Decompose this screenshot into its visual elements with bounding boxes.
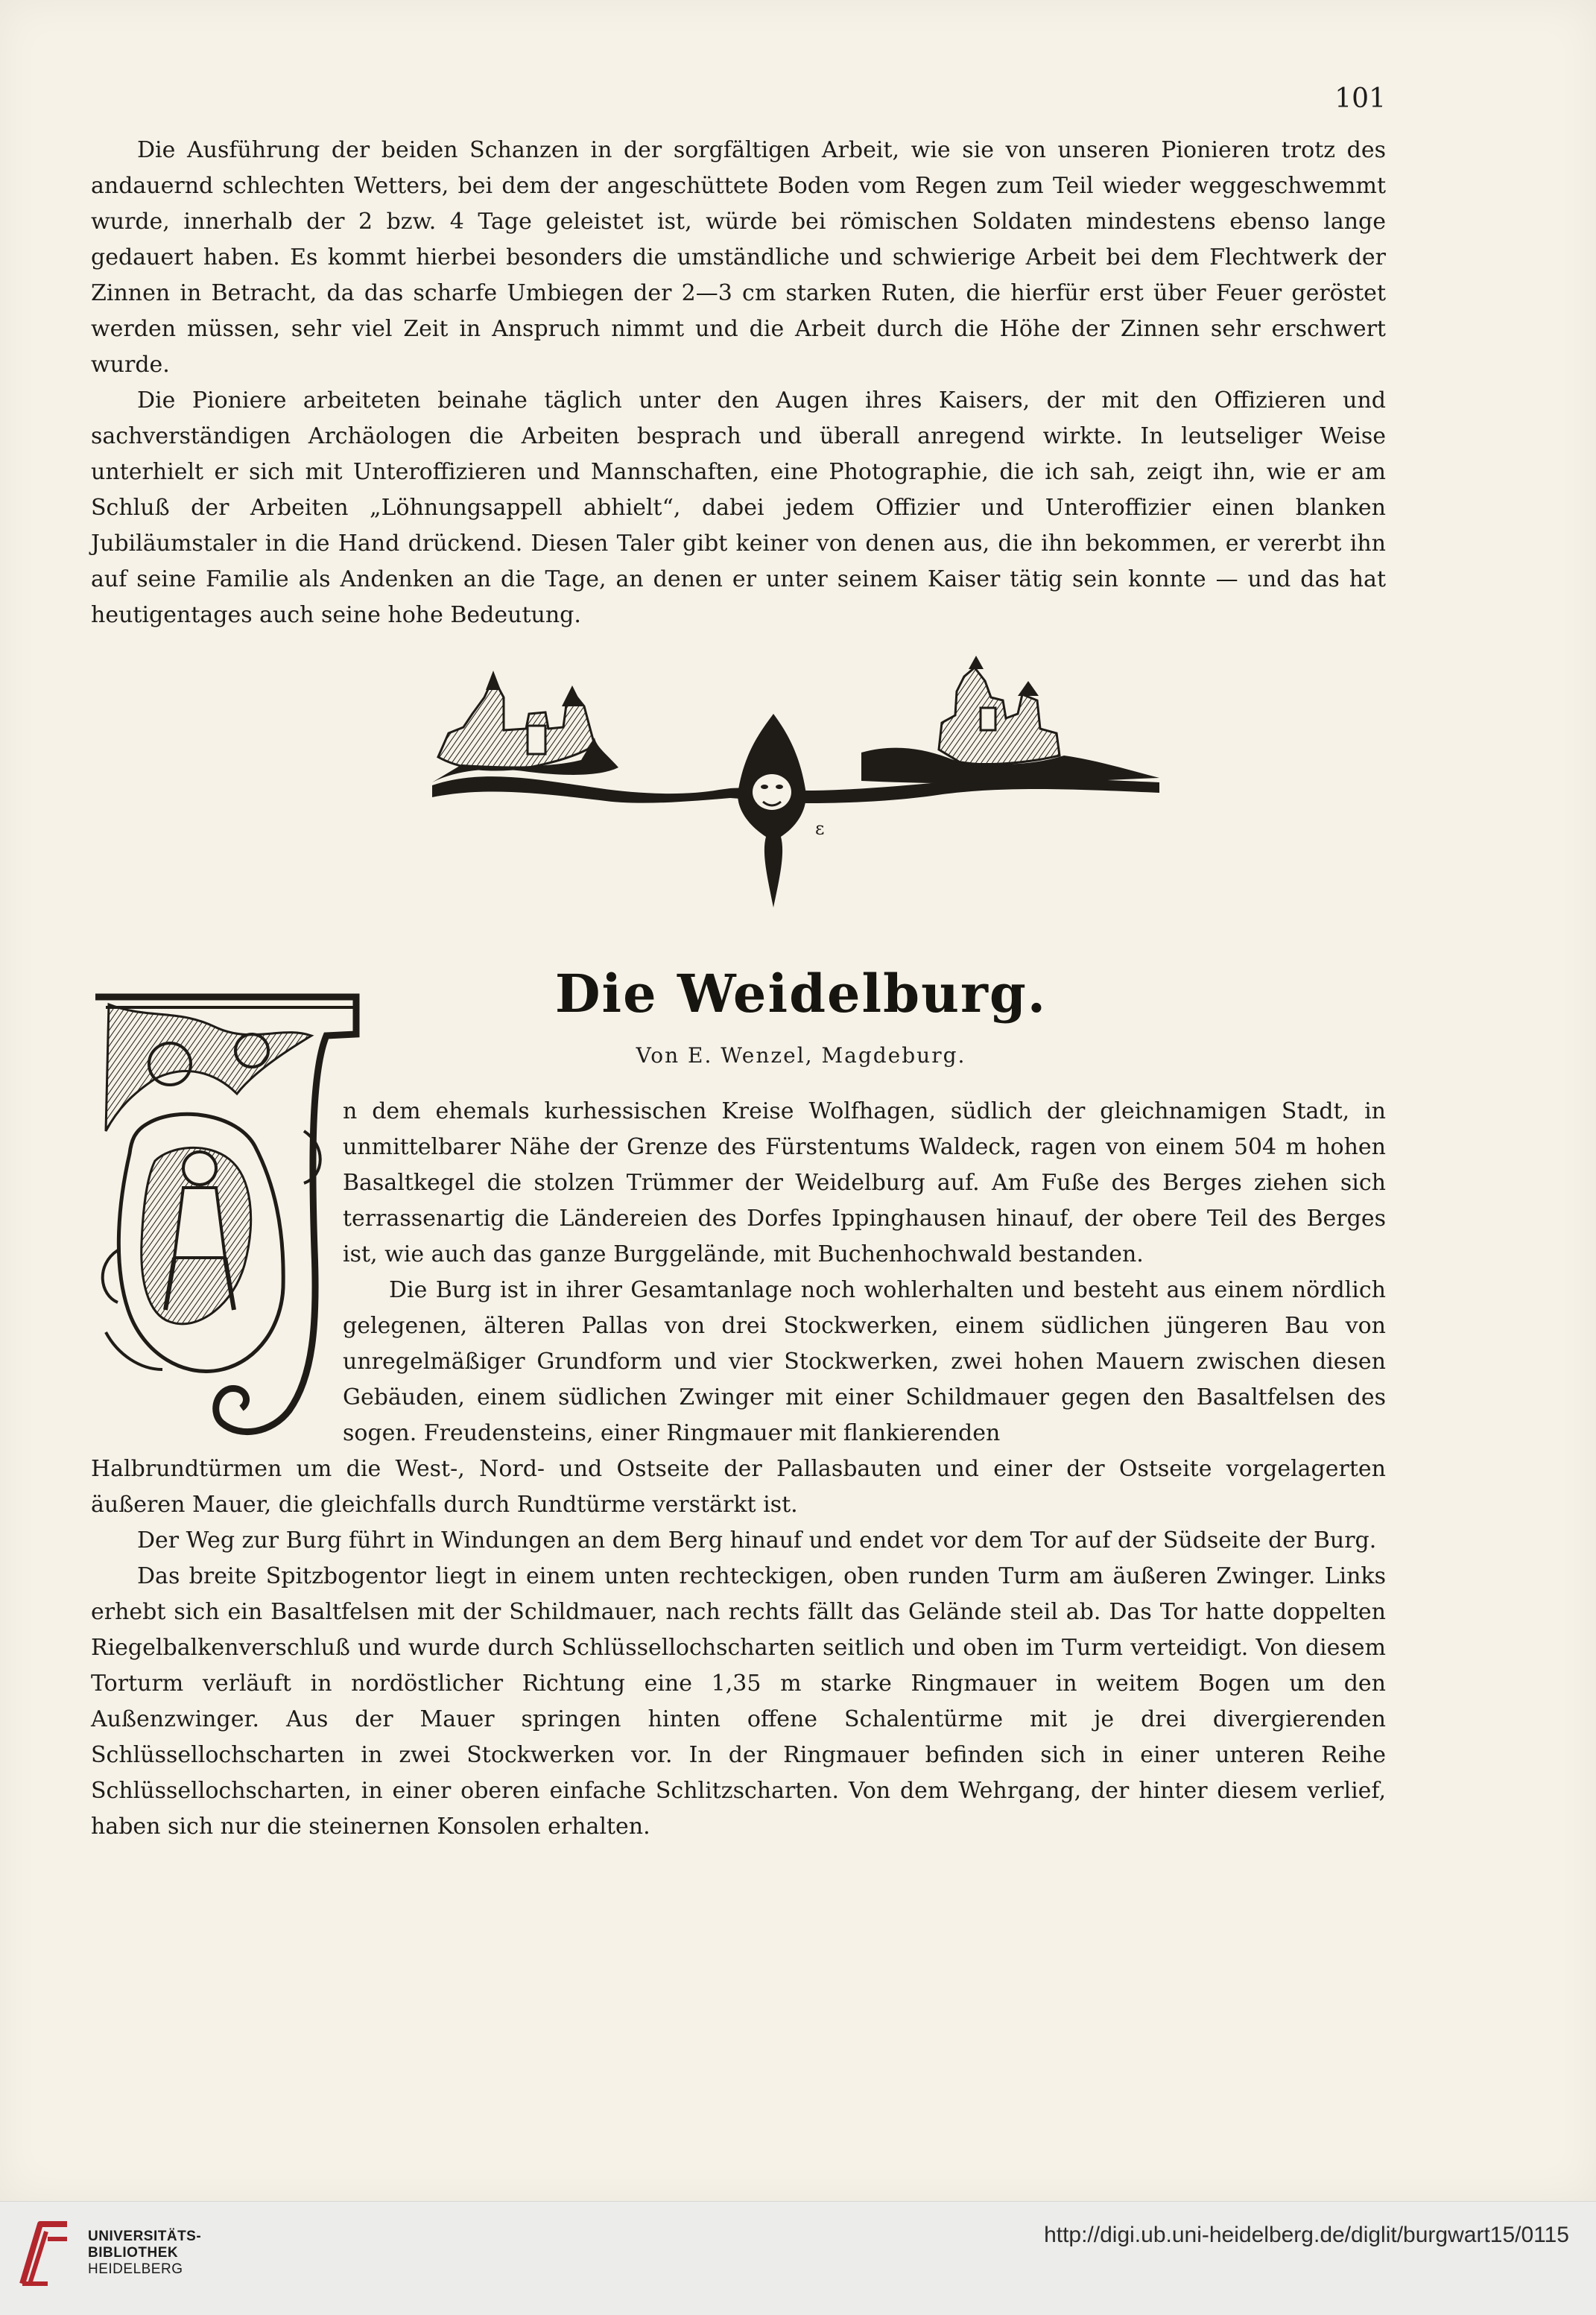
paragraph-2: Die Pioniere arbeiteten beinahe täglich unter den Augen ihres Kaisers, der mit den Offizieren und sachverständigen Archäologen die Arbeiten besprach und überall anregend wirkte. In leutseliger Weise unterhielt er sich mit Unteroffizieren und Mannschaften, eine Photographie, die ich sah, zeigt ihn, wie er am Schluß der Arbeiten „Löhnungsappell abhielt“, dabei jedem Offizier und Unteroffizier einen blanken Jubiläumstaler in die Hand drückend. Diesen Taler gibt keiner von denen aus, die ihn bekommen, er vererbt ihn auf seine Familie als Andenken an die Tage, an denen er unter seinem Kaiser tätig sein konnte — und das hat heutigentages auch seine hohe Bedeutung. [91, 387, 1386, 628]
article-paragraph-1: n dem ehemals kurhessischen Kreise Wolfhagen, südlich der gleichnamigen Stadt, in unmittelbarer Nähe der Grenze des Fürstentums Waldeck, ragen von einem 504 m hohen Basaltkegel die stolzen Trümmer der Weidelburg auf. Am Fuße des Berges ziehen sich terrassenartig die Ländereien des Dorfes Ippinghausen hinauf, der obere Teil des Berges ist, wie auch das ganze Burggelände, mit Buchenhochwald bestanden. [343, 1098, 1386, 1267]
svg-text:ε: ε [815, 818, 825, 839]
logo-text [88, 2229, 201, 2278]
logo-line-3: HEIDELBERG [88, 2261, 183, 2277]
university-library-logo[interactable] [16, 2215, 240, 2305]
footer-bar [0, 2201, 1596, 2315]
logo-line-2: BIBLIOTHEK [88, 2245, 179, 2261]
paragraph-1: Die Ausführung der beiden Schanzen in der sorgfältigen Arbeit, wie sie von unseren Pionieren trotz des andauernd schlechten Wetters, bei dem der angeschüttete Boden vom Regen zum Teil wieder weggeschwemmt wurde, innerhalb der 2 bzw. 4 Tage geleistet ist, würde bei römischen Soldaten mindestens ebenso lange gedauert haben. Es kommt hierbei besonders die umständliche und schwierige Arbeit bei dem Flechtwerk der Zinnen in Betracht, da das scharfe Umbiegen der 2—3 cm starken Ruten, die hierfür erst über Feuer geröstet werden müssen, sehr viel Zeit in Anspruch nimmt und die Arbeit durch die Höhe der Zinnen sehr erschwert wurde. [91, 137, 1386, 378]
article-paragraph-4: Das breite Spitzbogentor liegt in einem unten rechteckigen, oben runden Turm am äußeren Zwinger. Links erhebt sich ein Basaltfelsen mit der Schildmauer, nach rechts fällt das Gelände steil ab. Das Tor hatte doppelten Riegelbalkenverschluß und wurde durch Schlüssellochscharten seitlich und oben im Turm verteidigt. Von diesem Torturm verläuft in nordöstlicher Richtung eine 1,35 m starke Ringmauer in weitem Bogen um den Außenzwinger. Aus der Mauer springen hinten offene Schalentürme mit je drei divergierenden Schlüssellochscharten in zwei Stockwerken vor. In der Ringmauer befinden sich in einer unteren Reihe Schlüssellochscharten, in einer oberen einfache Schlitzscharten. Von dem Wehrgang, der hinter diesem verlief, haben sich nur die steinernen Konsolen erhalten. [91, 1563, 1386, 1840]
article-paragraph-3: Der Weg zur Burg führt in Windungen an dem Berg hinauf und endet vor dem Tor auf der Südseite der Burg. [137, 1527, 1377, 1554]
castle-ornament-icon [417, 656, 1174, 924]
page-number: 101 [1334, 83, 1386, 114]
article-paragraph-2-end: Halbrundtürmen um die West-, Nord- und Ostseite der Pallasbauten und einer der Ostseite vorgelagerten äußeren Mauer, die gleichfalls durch Rundtürme verstärkt ist. [91, 1456, 1386, 1518]
top-paragraphs [91, 133, 1386, 633]
initial-i-icon [88, 982, 364, 1442]
article-byline: Von E. Wenzel, Magdeburg. [636, 1043, 966, 1068]
university-library-logo-icon [16, 2215, 73, 2293]
logo-line-1: UNIVERSITÄTS- [88, 2229, 202, 2244]
article-paragraph-2-start: Die Burg ist in ihrer Gesamtanlage noch wohlerhalten und besteht aus einem nördlich gelegenen, älteren Pallas von drei Stockwerken, einem südlichen jüngeren Bau von unregelmäßiger Grundform und vier Stockwerken, zwei hohen Mauern zwischen diesen Gebäuden, einem südlichen Zwinger mit einer Schildmauer gegen den Basaltfelsen des sogen. Freudensteins, einer Ringmauer mit flankierenden [343, 1277, 1386, 1446]
article-body [91, 1451, 1386, 1845]
article-first-paragraph-block [343, 1094, 1386, 1451]
article-title: Die Weidelburg. [554, 963, 1048, 1025]
source-link[interactable]: http://digi.ub.uni-heidelberg.de/diglit/burgwart15/0115 [1044, 2223, 1569, 2247]
